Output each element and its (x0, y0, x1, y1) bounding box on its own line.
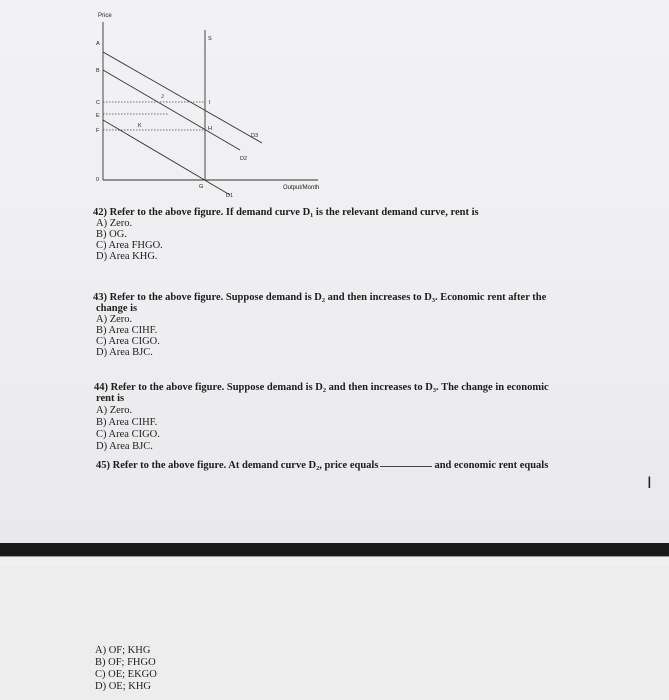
q44-stem-line2: rent is (96, 393, 125, 404)
q43-option-b: B) Area CIHF. (96, 325, 158, 336)
d1-label: D1 (226, 193, 234, 199)
q43-stem-line1: 43) Refer to the above figure. Suppose demand is D₂ and then increases to D₃. Economic rent after the (93, 292, 547, 303)
y-axis-label: Price (98, 13, 112, 19)
q45-stem-part2: and economic rent equals (434, 460, 549, 471)
point-b-label: B (96, 68, 100, 74)
demand-curve-d2 (103, 70, 240, 150)
q45-option-c: C) OE; EKGO (95, 669, 157, 680)
q45-option-b: B) OF; FHGO (95, 657, 156, 668)
rent-figure (0, 0, 669, 210)
demand-curve-d3 (103, 52, 262, 143)
x-axis-label: Output/Month (283, 185, 320, 191)
q45-stem (96, 460, 548, 471)
q43-option-c: C) Area CIGO. (96, 336, 160, 347)
q42-stem: 42) Refer to the above figure. If demand curve D₁ is the relevant demand curve, rent is (93, 207, 479, 218)
q45-stem-part1: 45) Refer to the above figure. At demand curve D₂, price equals (96, 460, 379, 471)
q45-blank (380, 465, 432, 467)
q43-option-a: A) Zero. (96, 314, 133, 325)
point-g-label: G (199, 184, 204, 190)
q43-stem-line2: change is (96, 303, 138, 314)
point-a-label: A (96, 41, 100, 47)
q44-option-a: A) Zero. (96, 405, 133, 416)
point-f-label: F (96, 128, 100, 134)
q44-option-c: C) Area CIGO. (96, 429, 160, 440)
q42-option-d: D) Area KHG. (96, 251, 158, 262)
d2-label: D2 (240, 156, 248, 162)
q42-option-c: C) Area FHGO. (96, 240, 163, 251)
point-e-label: E (96, 113, 100, 119)
point-c-label: C (96, 100, 100, 106)
q45-option-d: D) OE; KHG (95, 681, 151, 692)
q42-option-a: A) Zero. (96, 218, 133, 229)
point-i-label: I (209, 100, 211, 106)
q44-stem-line1: 44) Refer to the above figure. Suppose demand is D₂ and then increases to D₃. The change in economic (94, 382, 549, 393)
q42-option-b: B) OG. (96, 229, 127, 240)
d3-label: D3 (251, 133, 259, 139)
text-cursor-icon: I (647, 473, 652, 492)
point-h-label: H (208, 126, 212, 132)
q44-option-b: B) Area CIHF. (96, 417, 158, 428)
q43-option-d: D) Area BJC. (96, 347, 153, 358)
point-s-label: S (208, 36, 212, 42)
q44-option-d: D) Area BJC. (96, 441, 153, 452)
origin-label: 0 (96, 177, 100, 183)
point-k-label: K (138, 123, 142, 129)
q45-option-a: A) OF; KHG (95, 645, 151, 656)
point-j-label: J (161, 94, 164, 100)
